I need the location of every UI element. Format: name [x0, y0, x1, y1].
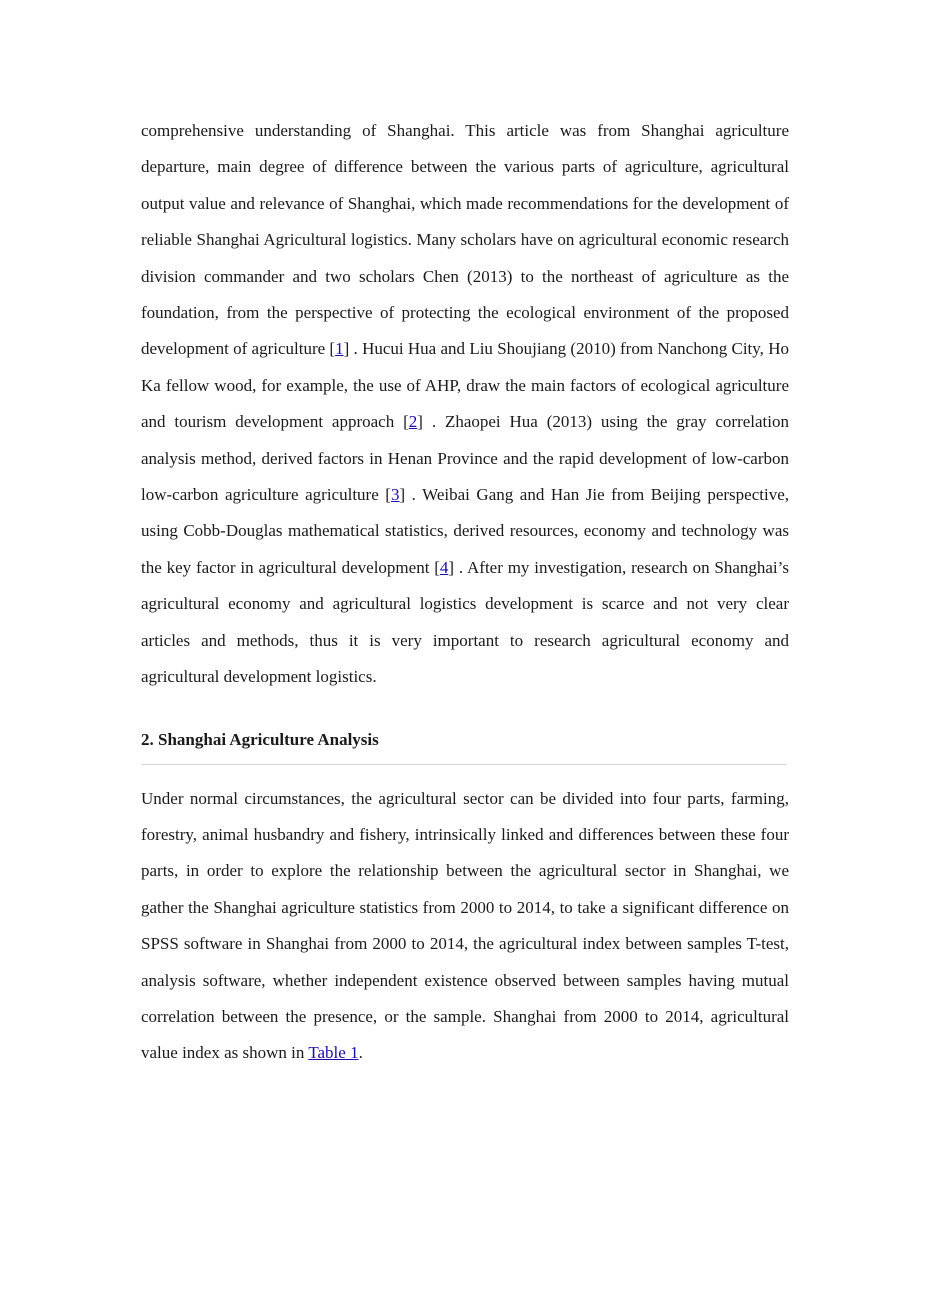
table-1-link[interactable]: Table 1 — [308, 1043, 359, 1063]
citation-link-1[interactable]: 1 — [335, 339, 344, 359]
paragraph-text: Under normal circumstances, the agricultural sector can be divided into four parts, farming, forestry, animal husbandry and fishery, intrinsically linked and differences between these four parts, in order to explore the relationship between the agricultural sector in Shanghai, we gather the Shanghai agriculture statistics from 2000 to 2014, to take a significant difference on SPSS software in Shanghai from 2000 to 2014, the agricultural index between samples T-test, analysis software, whether independent existence observed between samples having mutual correlation between the presence, or the sample. Shanghai from 2000 to 2014, agricultural value index as shown in — [141, 788, 789, 1063]
paragraph-text: . — [358, 1043, 363, 1063]
page-content — [141, 113, 789, 1072]
paragraph-text: ] . Hucui Hua and Liu Shoujiang (2010) from Nanchong City, Ho Ka fellow wood, for example, the use of AHP, draw the main factors of ecological agriculture and tourism development approach [ — [141, 339, 789, 432]
paragraph-text: comprehensive understanding of Shanghai. This article was from Shanghai agriculture departure, main degree of difference between the various parts of agriculture, agricultural output value and relevance of Shanghai, which made recommendations for the development of reliable Shanghai Agricultural logistics. Many scholars have on agricultural economic research division commander and two scholars Chen (2013) to the northeast of agriculture as the foundation, from the perspective of protecting the ecological environment of the proposed development of agriculture [ — [141, 121, 789, 359]
citation-link-3[interactable]: 3 — [390, 485, 400, 505]
intro-paragraph — [141, 113, 789, 696]
section-heading: 2. Shanghai Agriculture Analysis — [141, 729, 379, 749]
section-paragraph — [141, 781, 789, 1072]
section-divider — [141, 764, 787, 765]
paragraph-text: ] . Weibai Gang and Han Jie from Beijing perspective, using Cobb-Douglas mathematical statistics, derived resources, economy and technology was the key factor in agricultural development [ — [141, 485, 789, 577]
paragraph-text: ] . After my investigation, research on Shanghai’s agricultural economy and agricultural logistics development is scarce and not very clear articles and methods, thus it is very important to research agricultural economy and agricultural development logistics. — [141, 557, 789, 687]
paragraph-text: ] . Zhaopei Hua (2013) using the gray correlation analysis method, derived factors in Henan Province and the rapid development of low-carbon low-carbon agriculture agriculture [ — [141, 412, 789, 505]
citation-link-2[interactable]: 2 — [408, 412, 418, 432]
citation-link-4[interactable]: 4 — [439, 557, 449, 577]
